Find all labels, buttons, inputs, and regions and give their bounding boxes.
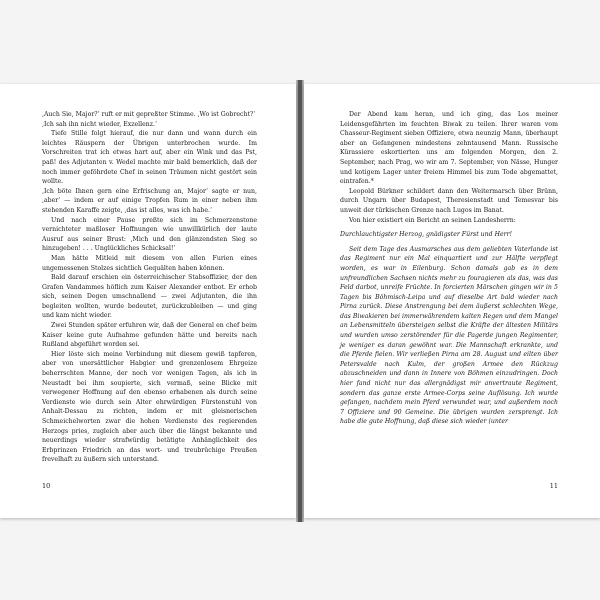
paragraph: Man hätte Mitleid mit diesem von allen Furien eines ungemessenen Stolzes sichtlich Gequälten haben können. [42,254,257,272]
page-number: 10 [42,482,51,490]
page-number: 11 [549,482,558,490]
paragraph: Leopold Bürkner schildert dann den Weitermarsch über Brünn, durch Ungarn über Budapest, Theresienstadt und Temesvar bis unweit der türkischen Grenze nach Lugos im Banat. [340,187,558,214]
letter-salutation: Durchlauchtigster Herzog, gnädigster Fürst und Herr! [340,231,513,239]
paragraph: Hier löste sich meine Verbindung mit diesem gewiß tapferen, aber von unersättlicher Habgier und grenzenlosem Ehrgeize beherrschten Manne, der noch vor wenigen Tagen, als ich in Neustadt bei ihm soupierte, sich vermaß, seine Blicke mit verwegener Hoffnung auf den ebenso erhabenen als durch seine Verdienste wie durch sein Alter ehrwürdigen Fürstenstuhl von Anhalt-Dessau zu richten, indem er mit gleisnerischen Schmeichelworten zwar die hohen Verdienste des regierenden Herzogs pries, zugleich aber auch über die längst bekannte und neuerdings wieder strafwürdig betätigte Anhänglichkeit des Erbprinzen Friedrich an das wort- und treubrüchige Preußen frevelhaft zu äußern sich unterstand. [42,350,257,464]
paragraph: Tiefe Stille folgt hierauf, die nur dann und wann durch ein leichtes Räuspern der Übrigen unterbrochen wurde. Im Vorschreiten trat ich etwas hart auf, aber ein Wink und das Pst, paß! des Adjutanten v. Wedel machte mir bald bemerklich, daß der noch immer geföhrdete Chef in seinen Träumen nicht gestört sein wollte. [42,130,257,186]
paragraph: Und nach einer Pause preßte sich im Schmerzenstone vernichteter maßloser Hoffnungen wie unwillkürlich der laute Ausruf aus seiner Brust: ‚Mich und den glänzendsten Sieg so hinzugeben! . . . Unglückliches Schicksal!‘ [42,216,257,253]
left-page-text [42,110,257,465]
paragraph: ‚Ich sah ihn nicht wieder, Exzellenz.‘ [42,120,157,128]
paragraph: Der Abend kam heran, und ich ging, das Los meiner Leidensgefährten im feuchten Biwak zu teilen. Ihrer waren vom Chasseur-Regiment sieben Offiziere, etwa neunzig Mann, überhaupt aber an Gefangenen mindestens zehntausend Mann. Russische Kürassiere eskortierten uns am folgenden Morgen, den 2. September, nach Prag, wo wir am 7. September, von Nässe, Hunger und kotigem Lager unter freiem Himmel bis zum Tode abgemattet, eintrafen.* [340,111,558,186]
right-page-text [340,110,558,427]
paragraph: ‚Ich böte Ihnen gern eine Erfrischung an, Major‘ sagte er nun, ‚aber‘ — indem er auf einige Tropfen Rum in einer neben ihm stehenden Karaffe zeigte, ‚das ist alles, was ich habe.‘ [42,187,257,214]
paragraph: Zwei Stunden später erfuhren wir, daß der General en chef beim Kaiser keine gute Aufnahme gefunden hätte und bereits nach Rußland abgeführt worden sei. [42,322,257,349]
letter-body: Seit dem Tage des Ausmarsches aus dem geliebten Vaterlande ist das Regiment nur ein Mal einquartiert und zur Hälfte verpflegt worden, es war in Eilenburg. Schon damals gab es in dem unfreundlichen Sachsen nichts mehr zu fouragieren als das, was das Feld darbot, unreife Früchte. In forcierten Märschen gingen wir in 5 Tagen bis Böhmisch-Leipa und auf dieselbe Art bald wieder nach Pirna zurück. Diese Anstrengung bei dem äußerst schlechten Wege, das Biwakieren bei immerwährendem kalten Regen und dem Mangel an Lebensmitteln übersteigen selbst die Kräfte der ältesten Militärs und wurden umso zerstörender für die Pagerde jungen Regimenter, je weniger es daran gewöhnt war. Die Mannschaft erkrankte, und die Pferde fielen. Wir verließen Pirna am 28. August und eilten über Petersvalde nach Kulm, der großen Armee den Rückzug abzuschneiden und dann in Innere von Böhmen einzudringen. Doch hier fand nicht nur das allergnädigst mir anvertraute Regiment, sondern das ganze erste Armee-Corps seine Auflösung. Ich wurde gefangen, nachdem mein Pferd verwundet war, und außerdem noch 7 Offiziere und 90 Gemeine. Die übrigen wurden zersprengt. Ich habe die gute Hoffnung, daß diese sich wieder (unter [340,245,558,426]
right-page [304,84,600,518]
paragraph: Bald darauf erschien ein österreichischer Stabsoffizier, der den Grafen Vandammes höflich zum Kaiser Alexander entbot. Er erhob sich, seinen Degen umschnallend — zwei Adjutanten, die ihn begleiten wollten, wurde bedeutet, zurückzubleiben — und ging und kam nicht wieder. [42,274,257,320]
left-page [0,84,296,518]
book-spine [298,80,302,522]
paragraph: ‚Auch Sie, Major?‘ ruft er mit gepreßter Stimme. ‚Wo ist Gobrecht?‘ [42,111,256,118]
paragraph: Von hier existiert ein Bericht an seinen Landesherrn: [349,216,516,224]
